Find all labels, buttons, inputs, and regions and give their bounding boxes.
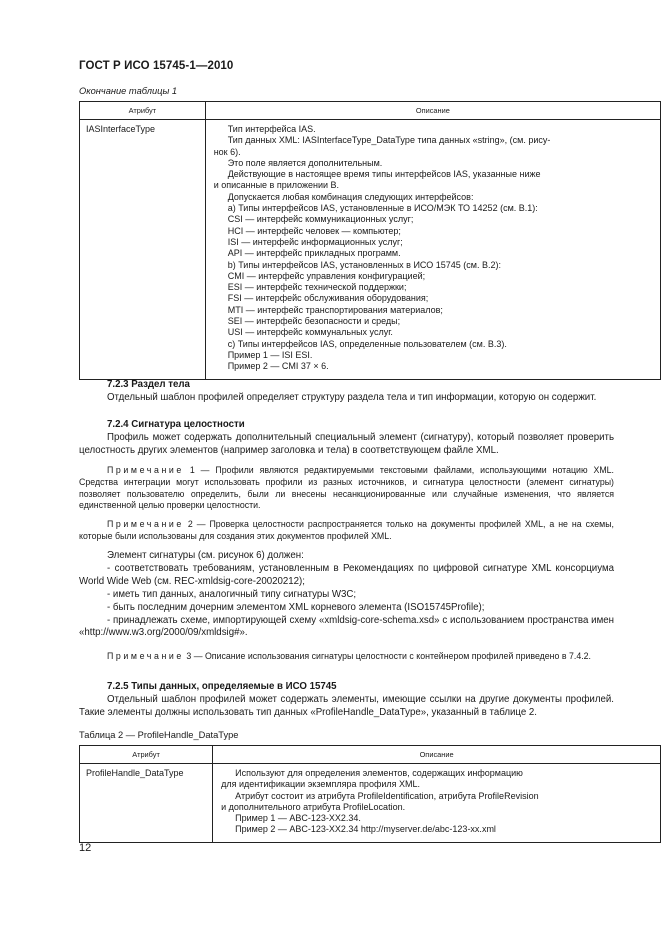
desc-line: Используют для определения элементов, содержащих информацию — [235, 768, 523, 778]
desc-line: нок 6). — [213, 146, 241, 157]
desc-line: Пример 1 — ABC-123-XX2.34. — [235, 813, 361, 824]
table2 — [79, 745, 661, 843]
section-paragraph: Отдельный шаблон профилей определяет структуру раздела тела и тип информации, которую он содержит. — [107, 391, 597, 403]
table2-col-attr: Атрибут — [80, 746, 213, 764]
desc-line: HCI — интерфейс человек — компьютер; — [227, 225, 401, 236]
desc-line: и описанные в приложении В. — [213, 180, 340, 191]
note-3 — [79, 651, 614, 663]
section-heading: 7.2.4 Сигнатура целостности — [107, 419, 245, 430]
desc-line: и дополнительного атрибута ProfileLocation. — [221, 801, 406, 812]
list-item: - соответствовать требованиям, установленным в Рекомендациях по цифровой сигнатуре XML консорциума World Wide Web (см. REC-xmldsig-core-20020212); — [79, 562, 614, 587]
desc-line: Пример 1 — ISI ESI. — [227, 349, 313, 360]
desc-line: FSI — интерфейс обслуживания оборудования; — [227, 293, 429, 304]
section-heading: 7.2.5 Типы данных, определяемые в ИСО 15745 — [107, 681, 337, 692]
table1-header-row — [80, 102, 661, 120]
desc-line: CMI — интерфейс управления конфигурацией; — [227, 270, 426, 281]
section-7-2-4 — [79, 419, 614, 458]
desc-line: ISI — интерфейс информационных услуг; — [227, 236, 403, 247]
note-text: 1 — Профили являются редактируемыми текстовыми файлами, использующими нотацию XML. Средства интеграции могут использовать профили из разных источников, и сигнатура целостности (элемент сигнатуры) позволяет пользователю определить, были ли внесены несанкционированные или случайные изменения, что является единственной целью проверки целостности. — [79, 465, 614, 511]
table-row — [80, 764, 661, 843]
list-item: - принадлежать схеме, импортирующей схему «xmldsig-core-schema.xsd» с использованием пространства имен «http://www.w3.org/2000/09/xmldsig#». — [79, 614, 614, 639]
table1-attr-cell: IASInterfaceType — [80, 120, 206, 380]
desc-line: b) Типы интерфейсов IAS, установленных в ИСО 15745 (см. В.2): — [227, 259, 501, 270]
desc-line: MTI — интерфейс транспортирования материалов; — [227, 304, 443, 315]
desc-line: API — интерфейс прикладных программ. — [227, 248, 401, 259]
list-item: - иметь тип данных, аналогичный типу сигнатуры W3C; — [107, 588, 357, 600]
note-label: Примечание — [107, 465, 184, 475]
table1-col-desc: Описание — [205, 102, 660, 120]
table2-header-row — [80, 746, 661, 764]
desc-line: Пример 2 — CMI 37 × 6. — [227, 361, 329, 372]
section-paragraph: Профиль может содержать дополнительный специальный элемент (сигнатуру), который позволяет проверить целостность других элементов (например заголовка и тела) в соответствующем файле XML. — [79, 431, 614, 456]
section-paragraph: Отдельный шаблон профилей может содержать элементы, имеющие ссылки на другие документы профилей. Такие элементы должны использовать тип данных «ProfileHandle_DataType», указанный в таблице 2. — [79, 693, 614, 718]
table1-caption: Окончание таблицы 1 — [79, 86, 178, 96]
section-heading: 7.2.3 Раздел тела — [107, 379, 190, 390]
desc-line: а) Типы интерфейсов IAS, установленные в ИСО/МЭК ТО 14252 (см. В.1): — [227, 203, 538, 214]
table1-desc-cell — [205, 120, 660, 380]
note-label: Примечание — [107, 651, 184, 661]
desc-line: ESI — интерфейс технической поддержки; — [227, 282, 407, 293]
note-text: 2 — Проверка целостности распространяется только на документы профилей XML, а не на схемы, которые были использованы для создания этих документов профилей XML. — [79, 519, 614, 541]
document-header: ГОСТ Р ИСО 15745-1—2010 — [79, 60, 234, 72]
table2-caption: Таблица 2 — ProfileHandle_DataType — [79, 730, 239, 740]
table1 — [79, 101, 661, 380]
desc-line: Пример 2 — ABC-123-XX2.34 http://myserver.de/abc-123-xx.xml — [235, 824, 496, 835]
signature-intro: Элемент сигнатуры (см. рисунок 6) должен: — [107, 550, 304, 561]
signature-requirements — [79, 550, 614, 640]
desc-line: Тип данных XML: IASInterfaceType_DataType типа данных «string», (см. рису- — [227, 135, 551, 146]
note-2 — [79, 519, 614, 543]
table2-desc-cell — [213, 764, 661, 843]
table-row — [80, 120, 661, 380]
page-number: 12 — [79, 842, 92, 854]
note-text: 3 — Описание использования сигнатуры целостности с контейнером профилей приведено в 7.4.2. — [183, 651, 591, 661]
list-item: - быть последним дочерним элементом XML корневого элемента (ISO15745Profile); — [107, 601, 485, 613]
desc-line: USI — интерфейс коммунальных услуг. — [227, 327, 393, 338]
desc-line: Атрибут состоит из атрибута ProfileIdentification, атрибута ProfileRevision — [235, 790, 539, 801]
note-1 — [79, 465, 614, 512]
desc-line: CSI — интерфейс коммуникационных услуг; — [227, 214, 414, 225]
desc-line: Это поле является дополнительным. — [227, 157, 383, 168]
desc-line: c) Типы интерфейсов IAS, определенные пользователем (см. В.3). — [227, 338, 507, 349]
desc-line: SEI — интерфейс безопасности и среды; — [227, 316, 401, 327]
section-7-2-5 — [79, 681, 614, 720]
note-label: Примечание — [107, 519, 184, 529]
table2-col-desc: Описание — [213, 746, 661, 764]
desc-line: Допускается любая комбинация следующих интерфейсов: — [227, 191, 474, 202]
table1-col-attr: Атрибут — [80, 102, 206, 120]
desc-line: Действующие в настоящее время типы интерфейсов IAS, указанные ниже — [227, 169, 541, 180]
table2-attr-cell: ProfileHandle_DataType — [80, 764, 213, 843]
section-7-2-3 — [79, 379, 614, 405]
desc-line: Тип интерфейса IAS. — [227, 124, 316, 134]
desc-line: для идентификации экземпляра профиля XML. — [221, 779, 421, 790]
